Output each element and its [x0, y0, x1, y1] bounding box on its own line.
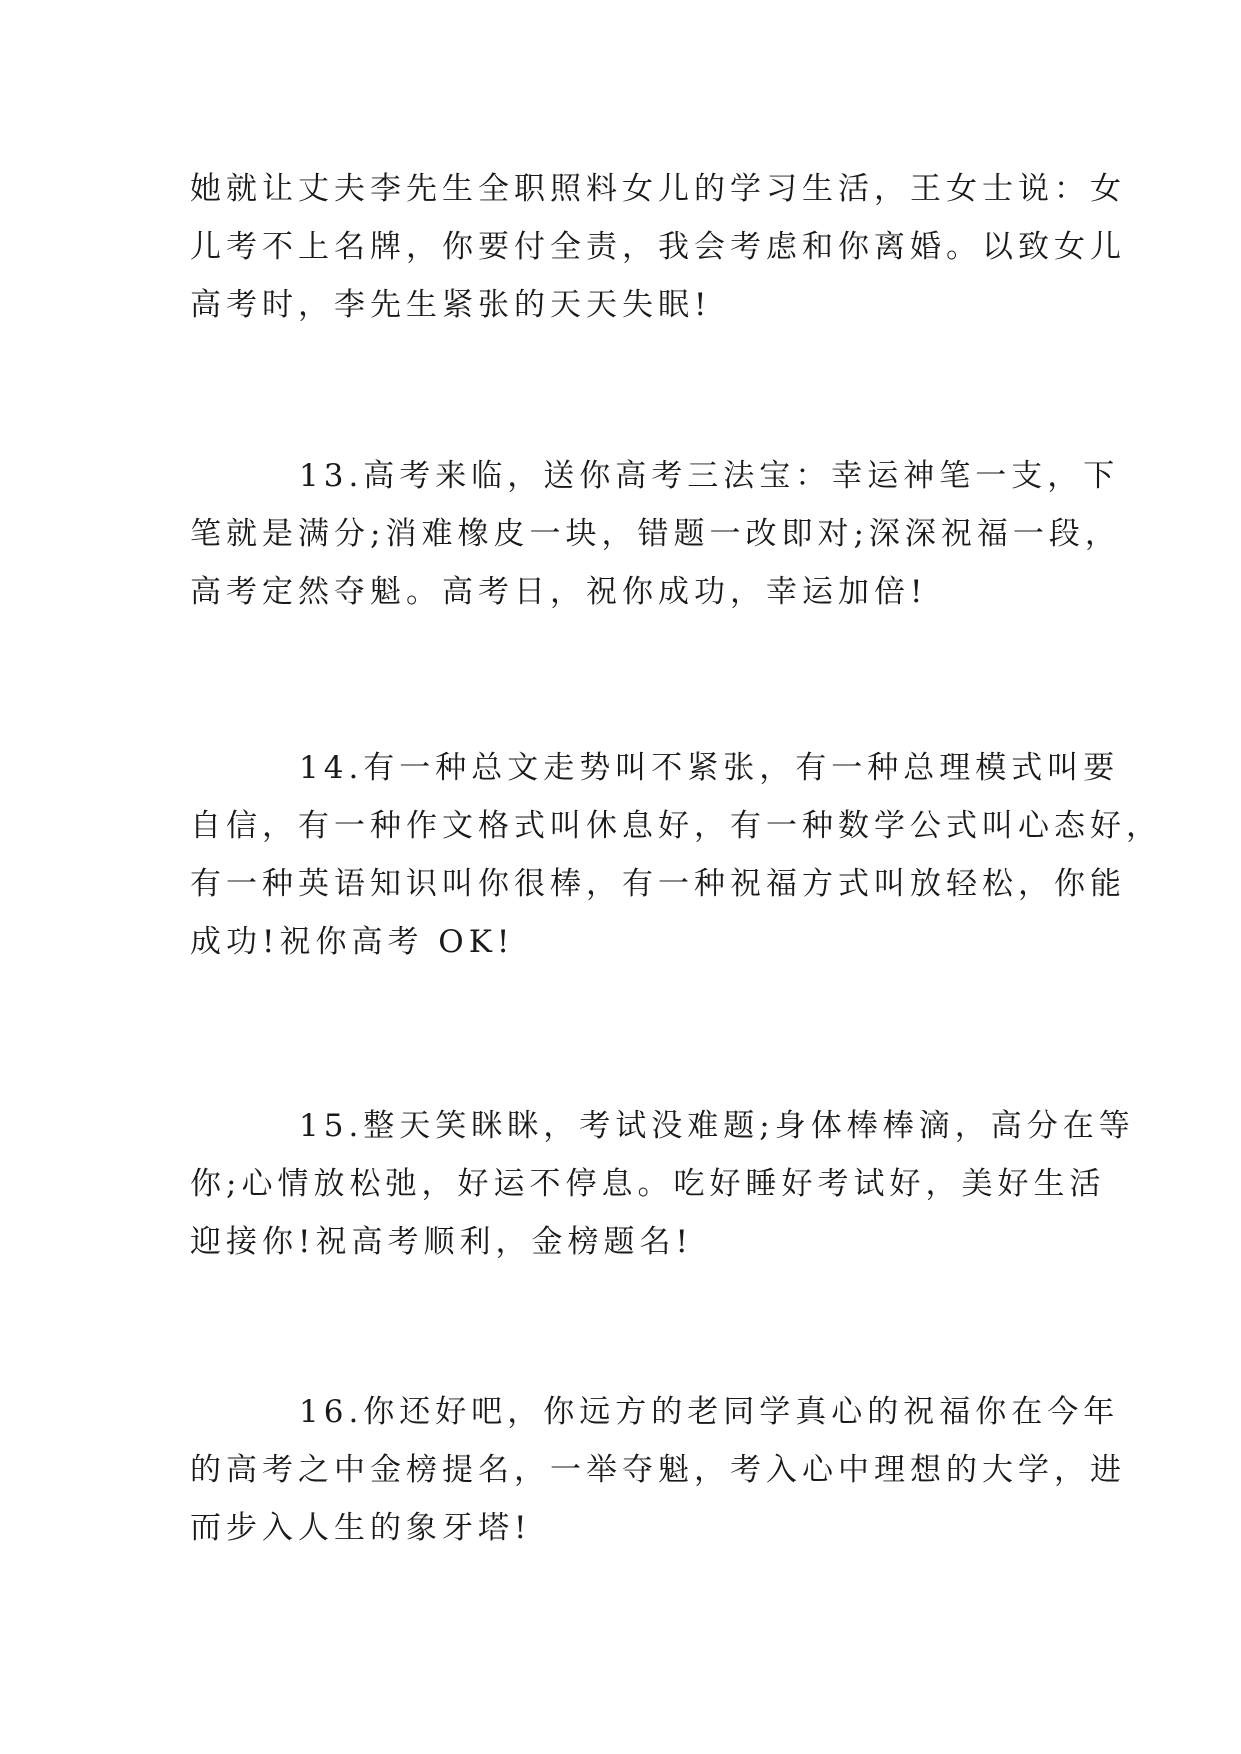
- paragraph-item-16: [190, 1383, 1126, 1557]
- text-line: 迎接你!祝高考顺利，金榜题名!: [190, 1224, 693, 1260]
- text-line: 自信，有一种作文格式叫休息好，有一种数学公式叫心态好，: [190, 808, 1162, 844]
- text-line: 13.高考来临，送你高考三法宝：幸运神笔一支，下: [299, 458, 1120, 494]
- paragraph-item-14: [190, 739, 1162, 971]
- text-line: 16.你还好吧，你远方的老同学真心的祝福你在今年: [299, 1394, 1120, 1430]
- text-line: 成功!祝你高考 OK!: [190, 924, 515, 960]
- paragraph-continuation: [190, 160, 1126, 334]
- text-line: 高考时，李先生紧张的天天失眠!: [190, 287, 712, 323]
- paragraph-item-13: [190, 447, 1121, 621]
- text-line: 有一种英语知识叫你很棒，有一种祝福方式叫放轻松，你能: [190, 866, 1126, 902]
- text-line: 你;心情放松弛，好运不停息。吃好睡好考试好，美好生活: [190, 1166, 1106, 1202]
- paragraph-item-15: [190, 1097, 1135, 1271]
- text-line: 高考定然夺魁。高考日，祝你成功，幸运加倍!: [190, 574, 928, 610]
- text-line: 笔就是满分;消难橡皮一块，错题一改即对;深深祝福一段，: [190, 516, 1121, 552]
- text-line: 14.有一种总文走势叫不紧张，有一种总理模式叫要: [299, 750, 1120, 786]
- text-line: 她就让丈夫李先生全职照料女儿的学习生活，王女士说：女: [190, 171, 1126, 207]
- text-line: 儿考不上名牌，你要付全责，我会考虑和你离婚。以致女儿: [190, 229, 1126, 265]
- text-line: 而步入人生的象牙塔!: [190, 1510, 532, 1546]
- text-line: 15.整天笑眯眯，考试没难题;身体棒棒滴，高分在等: [299, 1108, 1135, 1144]
- text-line: 的高考之中金榜提名，一举夺魁，考入心中理想的大学，进: [190, 1452, 1126, 1488]
